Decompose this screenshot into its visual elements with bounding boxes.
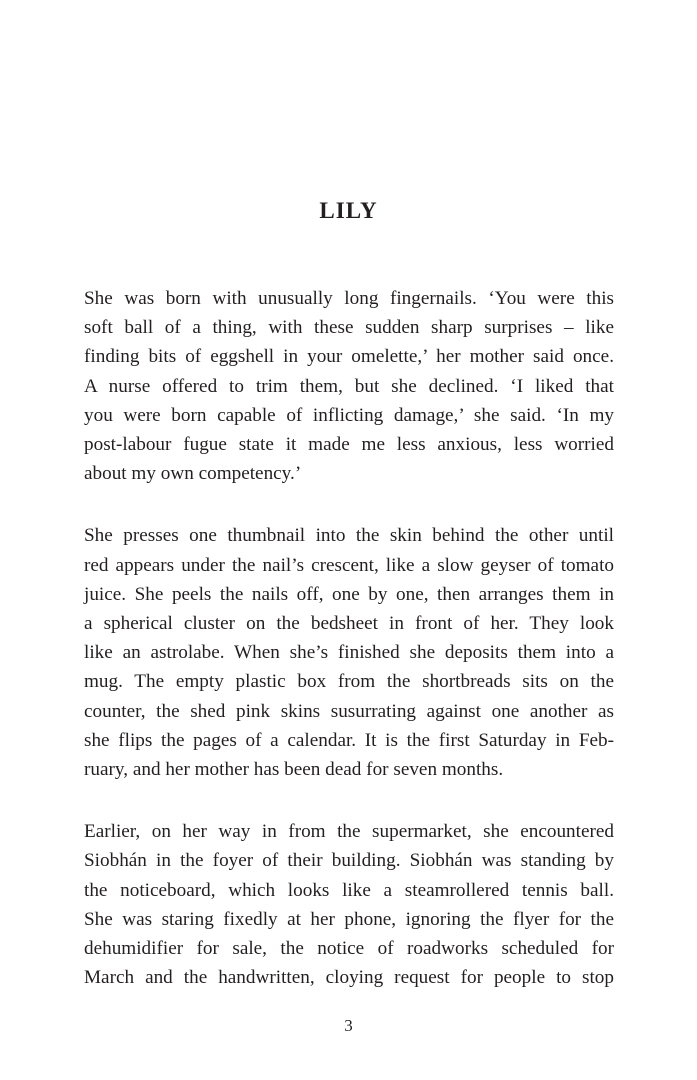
text-line: a spherical cluster on the bedsheet in front of her. They look bbox=[84, 613, 614, 635]
text-line: about my own competency.’ bbox=[84, 463, 302, 485]
text-line: dehumidifier for sale, the notice of roadworks scheduled for bbox=[84, 938, 614, 960]
paragraph-2 bbox=[84, 521, 614, 784]
text-line: ruary, and her mother has been dead for seven months. bbox=[84, 759, 504, 781]
text-line: red appears under the nail’s crescent, like a slow geyser of tomato bbox=[84, 554, 614, 576]
text-line: Earlier, on her way in from the supermarket, she encountered bbox=[84, 821, 614, 843]
text-line: Siobhán in the foyer of their building. Siobhán was standing by bbox=[84, 850, 614, 872]
paragraph-3 bbox=[84, 817, 614, 992]
text-line: post-labour fugue state it made me less anxious, less worried bbox=[84, 434, 614, 456]
text-line: like an astrolabe. When she’s finished she deposits them into a bbox=[84, 642, 614, 664]
text-line: finding bits of eggshell in your omelette,’ her mother said once. bbox=[84, 346, 614, 368]
body-text bbox=[84, 284, 614, 1025]
text-line: you were born capable of inflicting damage,’ she said. ‘In my bbox=[84, 404, 614, 426]
chapter-title: LILY bbox=[319, 198, 378, 223]
text-line: she flips the pages of a calendar. It is the first Saturday in Feb- bbox=[84, 729, 614, 751]
text-line: She was staring fixedly at her phone, ignoring the flyer for the bbox=[84, 908, 614, 930]
text-line: the noticeboard, which looks like a steamrollered tennis ball. bbox=[84, 879, 614, 901]
text-line: She was born with unusually long fingernails. ‘You were this bbox=[84, 288, 614, 309]
text-line: March and the handwritten, cloying request for people to stop bbox=[84, 967, 614, 989]
text-line: A nurse offered to trim them, but she declined. ‘I liked that bbox=[84, 375, 614, 397]
text-line: soft ball of a thing, with these sudden sharp surprises – like bbox=[84, 317, 614, 339]
text-line: mug. The empty plastic box from the shortbreads sits on the bbox=[84, 671, 614, 693]
text-line: She presses one thumbnail into the skin behind the other until bbox=[84, 525, 614, 547]
text-line: counter, the shed pink skins susurrating against one another as bbox=[84, 700, 614, 722]
paragraph-1 bbox=[84, 284, 614, 488]
text-line: juice. She peels the nails off, one by one, then arranges them in bbox=[84, 583, 614, 605]
page-number: 3 bbox=[344, 1016, 353, 1035]
